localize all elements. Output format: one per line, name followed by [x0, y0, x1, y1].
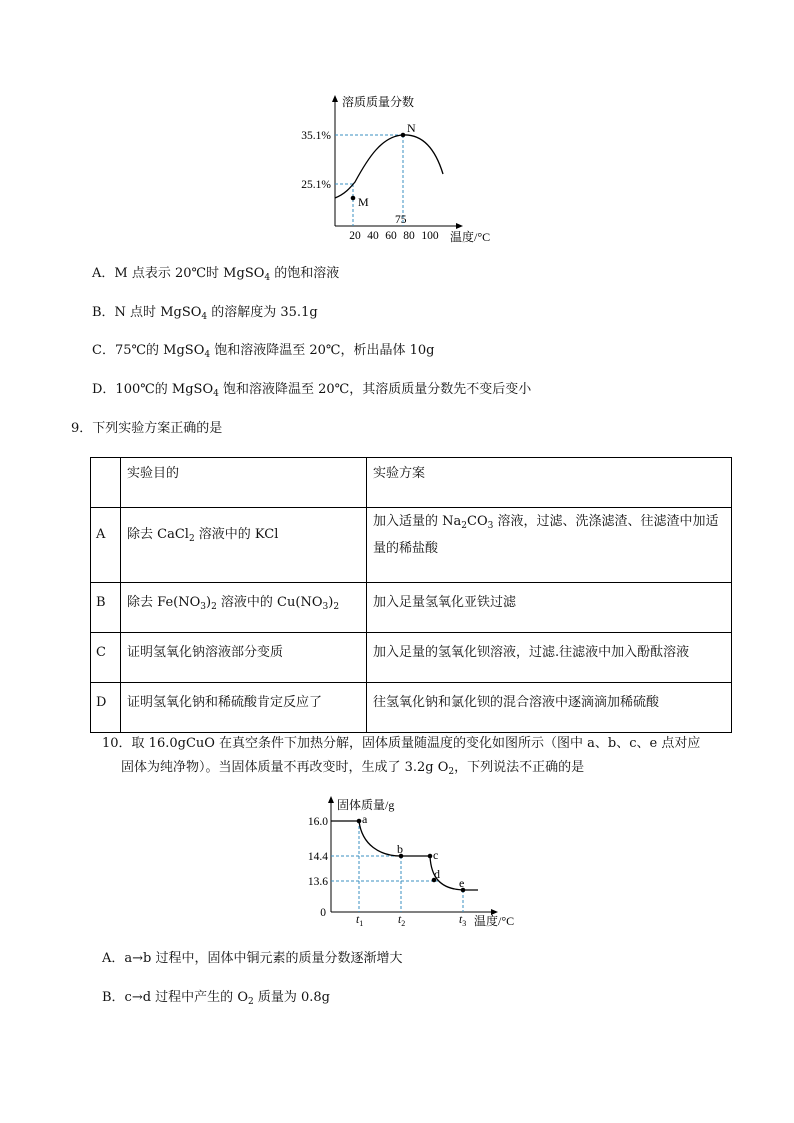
ytick-16: 16.0: [307, 816, 328, 828]
xtick-40: 40: [367, 230, 379, 242]
x-axis-label: 温度/°C: [474, 914, 515, 928]
point-c: [428, 854, 433, 859]
q10-option-a: A．a→b 过程中，固体中铜元素的质量分数逐渐增大: [102, 951, 403, 966]
label-d: d: [434, 867, 440, 881]
xtick-t2: $t_2$: [398, 914, 406, 928]
table-row: B 除去 $Fe(NO_3)_2$ 溶液中的 $Cu(NO_3)_2$ 加入足量氢氧化亚铁过滤: [91, 583, 732, 633]
xtick-60: 60: [385, 230, 397, 242]
label-n: N: [407, 121, 416, 135]
label-b: b: [397, 842, 403, 856]
ytick-25: 25.1%: [301, 179, 331, 191]
table-row: C 证明氢氧化钠溶液部分变质 加入足量的氢氧化钡溶液，过滤.往滤液中加入酚酞溶液: [91, 633, 732, 683]
y-axis-label: 固体质量/g: [337, 798, 395, 812]
experiment-table: [90, 457, 732, 733]
q8-option-c: C．75℃的 MgSO$_4$ 饱和溶液降温至 20℃，析出晶体 10g: [92, 343, 435, 360]
header-plan: 实验方案: [373, 466, 426, 481]
table-header-row: [91, 458, 732, 508]
xtick-t3: $t_3$: [459, 914, 467, 928]
solubility-curve: [335, 135, 443, 198]
point-m: [351, 196, 356, 201]
q9-stem: 9．下列实验方案正确的是: [71, 421, 223, 436]
x-axis-label: 温度/°C: [450, 230, 491, 244]
ytick-35: 35.1%: [301, 130, 331, 142]
mass-temperature-chart: [300, 795, 530, 930]
table-row: A 除去 CaCl$_2$ 溶液中的 KCl 加入适量的 $Na_2CO_3$ 溶液，过滤、洗涤滤渣、往滤渣中加适量的稀盐酸: [91, 508, 732, 583]
xtick-t1: $t_1$: [356, 914, 364, 928]
label-e: e: [459, 876, 465, 890]
ytick-14.4: 14.4: [307, 851, 328, 863]
q10-stem-line2: 固体为纯净物）。当固体质量不再改变时，生成了 3.2g $O_2$，下列说法不正确的是: [121, 760, 585, 777]
label-m: M: [358, 195, 369, 209]
xtick-20: 20: [349, 230, 361, 242]
label-a: a: [362, 812, 368, 826]
q8-option-b: B．N 点时 MgSO$_4$ 的溶解度为 35.1g: [92, 305, 318, 322]
point-a: [357, 819, 362, 824]
table-row: D 证明氢氧化钠和稀硫酸肯定反应了 往氢氧化钠和氯化钡的混合溶液中逐滴滴加稀硫酸: [91, 683, 732, 733]
label-c: c: [433, 848, 439, 862]
q8-option-d: D．100℃的 MgSO$_4$ 饱和溶液降温至 20℃，其溶质质量分数先不变后变小: [92, 382, 532, 399]
header-purpose: 实验目的: [127, 466, 180, 481]
y-axis-label: 溶质质量分数: [342, 95, 415, 109]
q10-stem-line1: 10．取 16.0gCuO 在真空条件下加热分解，固体质量随温度的变化如图所示（图中 a、b、c、e 点对应: [102, 736, 701, 751]
xtick-100: 100: [421, 230, 439, 242]
q8-option-a: A．M 点表示 20℃时 MgSO$_4$ 的饱和溶液: [92, 266, 340, 283]
point-n: [401, 133, 406, 138]
xtick-80: 80: [403, 230, 415, 242]
solubility-chart: [300, 88, 520, 248]
q10-option-b: B．c→d 过程中产生的 $O_2$ 质量为 0.8g: [102, 990, 330, 1007]
xtick-75: 75: [395, 214, 407, 226]
ytick-0: 0: [320, 907, 326, 919]
ytick-13.6: 13.6: [307, 876, 328, 888]
